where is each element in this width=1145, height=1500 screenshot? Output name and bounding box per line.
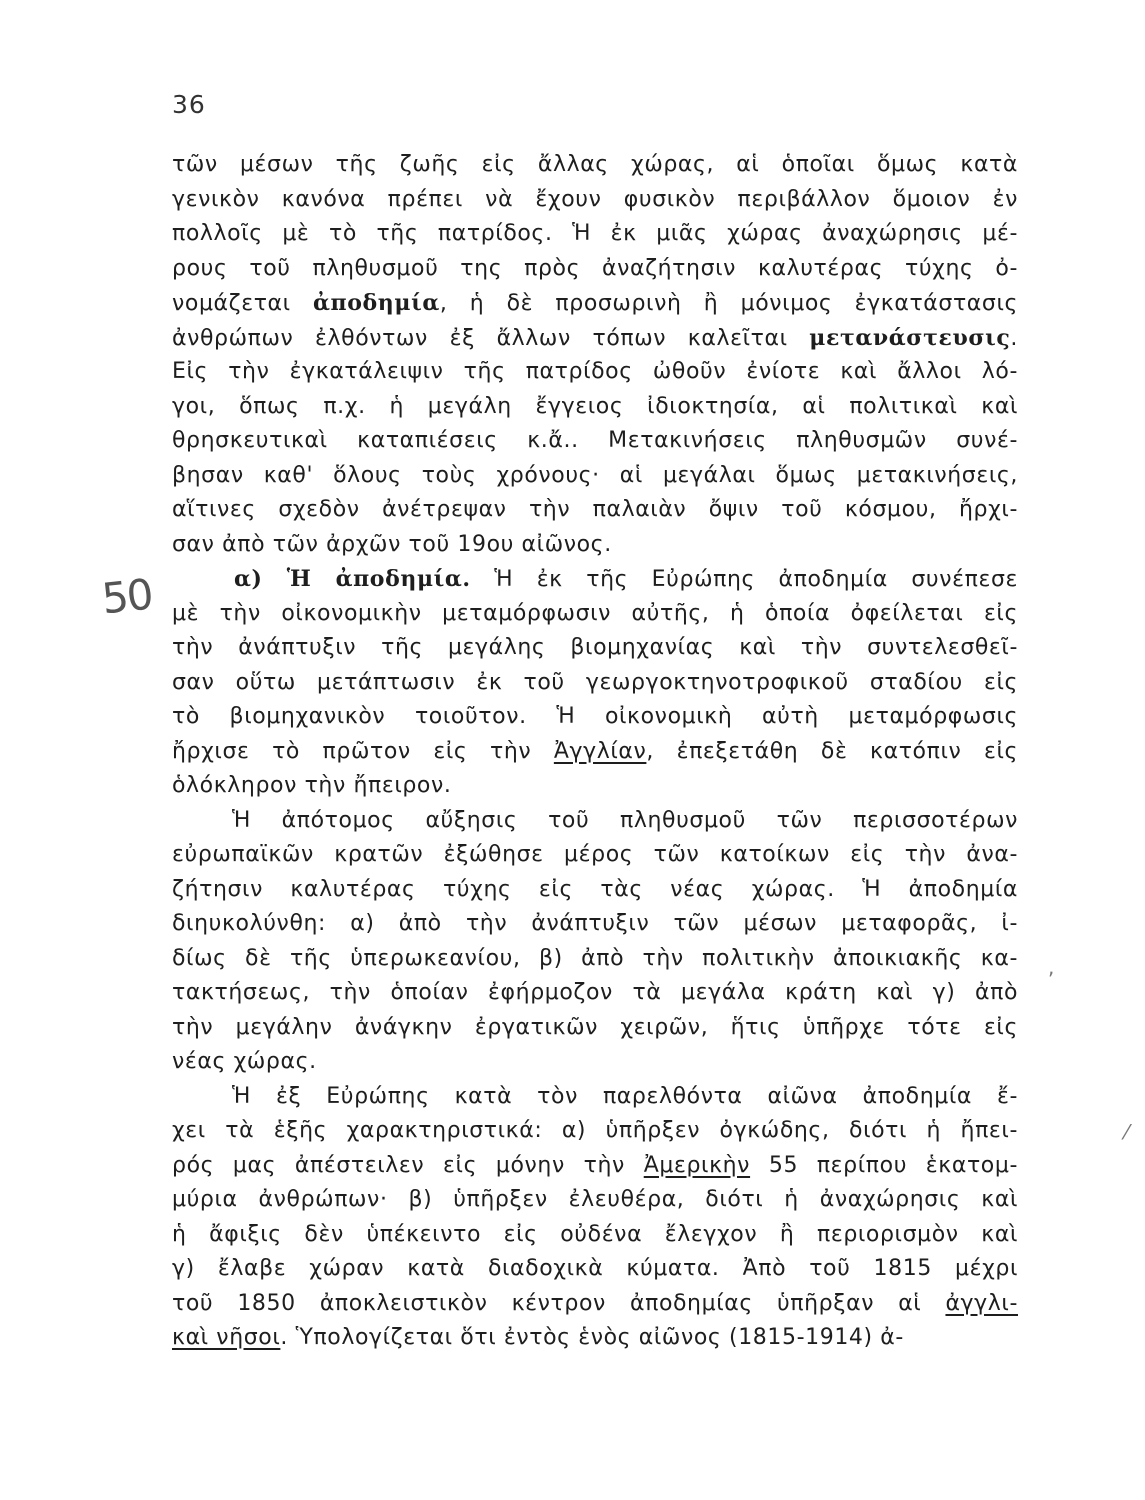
text-run: τοῦ 1850 ἀποκλειστικὸν κέντρον ἀποδημίας ὑπῆρξαν αἱ [172,1290,946,1316]
text-line: βησαν καθ' ὅλους τοὺς χρόνους· αἱ μεγάλαι ὅμως μετακινήσεις, [172,462,1018,488]
text-line: γ) ἔλαβε χώραν κατὰ διαδοχικὰ κύματα. Ἀπὸ τοῦ 1815 μέχρι [172,1256,1018,1281]
text-run: . Ὑπολογίζεται ὅτι ἐντὸς ἑνὸς αἰῶνος (1815-1914) ἀ- [280,1325,904,1350]
text-line: τακτήσεως, τὴν ὁποίαν ἐφήρμοζον τὰ μεγάλα κράτη καὶ γ) ἀπὸ [172,980,1018,1005]
page-number: 36 [172,90,206,119]
text-run: , ἡ δὲ προσωρινὴ ἢ μόνιμος ἐγκατάστασις [439,291,1018,316]
text-line: ὁλόκληρον τὴν ἤπειρον. [172,773,452,798]
text-line: ρους τοῦ πληθυσμοῦ της πρὸς ἀναζήτησιν καλυτέρας τύχης ὀ- [172,255,1018,281]
text-line: τῶν μέσων τῆς ζωῆς εἰς ἄλλας χώρας, αἱ ὁποῖαι ὅμως κατὰ [172,152,1018,177]
text-line: δίως δὲ τῆς ὑπερωκεανίου, β) ἀπὸ τὴν πολιτικὴν ἀποικιακῆς κα- [172,945,1018,971]
text-run: ἀνθρώπων ἐλθόντων ἐξ ἄλλων τόπων καλεῖται [172,325,810,351]
text-line [172,321,1018,356]
bold-term: μετανάστευσις [809,324,1011,351]
text-line: θρησκευτικαὶ καταπιέσεις κ.ἄ.. Μετακινήσεις πληθυσμῶν συνέ- [172,428,1018,453]
text-line: νέας χώρας. [172,1049,317,1074]
text-line: τὸ βιομηχανικὸν τοιοῦτον. Ἡ οἰκονομικὴ αὐτὴ μεταμόρφωσις [172,704,1018,729]
paragraph-1 [172,148,1018,562]
section-heading-label: α) Ἡ ἀποδημία. [234,566,471,592]
text-line: Εἰς τὴν ἐγκατάλειψιν τῆς πατρίδος ὠθοῦν ἐνίοτε καὶ ἄλλοι λό- [172,359,1018,384]
text-line: χει τὰ ἑξῆς χαρακτηριστικά: α) ὑπῆρξεν ὀγκώδης, διότι ἡ ἤπει- [172,1118,1018,1143]
bold-term: ἀποδημία [313,290,440,316]
section-heading [172,562,1018,597]
text-line: πολλοῖς μὲ τὸ τῆς πατρίδος. Ἡ ἐκ μιᾶς χώρας ἀναχώρησις μέ- [172,221,1018,246]
text-line: γοι, ὅπως π.χ. ἡ μεγάλη ἔγγειος ἰδιοκτησία, αἱ πολιτικαὶ καὶ [172,393,1018,419]
text-line: Ἡ ἐξ Εὐρώπης κατὰ τὸν παρελθόντα αἰῶνα ἀποδημία ἔ- [232,1083,1018,1109]
body-text [172,148,1018,1356]
text-line: ἡ ἄφιξις δὲν ὑπέκειντο εἰς οὐδένα ἔλεγχον ἢ περιορισμὸν καὶ [172,1221,1018,1247]
text-line: αἵτινες σχεδὸν ἀνέτρεψαν τὴν παλαιὰν ὄψιν τοῦ κόσμου, ἤρχι- [172,497,1018,522]
text-line: τὴν ἀνάπτυξιν τῆς μεγάλης βιομηχανίας καὶ τὴν συντελεσθεῖ- [172,635,1018,660]
text-line [172,1149,1018,1184]
text-line: ζήτησιν καλυτέρας τύχης εἰς τὰς νέας χώρας. Ἡ ἀποδημία [172,876,1018,902]
text-run: , ἐπεξετάθη δὲ κατόπιν εἰς [646,738,1019,764]
section-heading-text: Ἡ ἐκ τῆς Εὐρώπης ἀποδημία συνέπεσε [470,567,1019,592]
margin-tick-mark: , [1048,955,1055,979]
text-line: γενικὸν κανόνα πρέπει νὰ ἔχουν φυσικὸν περιβάλλον ὅμοιον ἐν [172,186,1018,212]
text-run: ρός μας ἀπέστειλεν εἰς μόνην τὴν [172,1152,644,1178]
text-line: σαν οὕτω μετάπτωσιν ἐκ τοῦ γεωργοκτηνοτροφικοῦ σταδίου εἰς [172,669,1018,695]
handwritten-margin-note: 50 [99,569,154,624]
text-line: Ἡ ἀπότομος αὔξησις τοῦ πληθυσμοῦ τῶν περισσοτέρων [232,807,1018,833]
text-line [172,1321,1018,1356]
text-line [172,735,1018,770]
text-line: τὴν μεγάλην ἀνάγκην ἐργατικῶν χειρῶν, ἥτις ὑπῆρχε τότε εἰς [172,1014,1018,1040]
text-run: 55 περίπου ἑκατομ- [750,1152,1018,1178]
paragraph-3 [172,804,1018,1080]
underlined-term: Ἀμερικὴν [643,1152,751,1178]
text-line: σαν ἀπὸ τῶν ἀρχῶν τοῦ 19ου αἰῶνος. [172,531,612,557]
underlined-term: καὶ νῆσοι [172,1325,281,1350]
underlined-term: ἀγγλι- [945,1290,1018,1316]
text-line: εὐρωπαϊκῶν κρατῶν ἐξώθησε μέρος τῶν κατοίκων εἰς τὴν ἀνα- [172,842,1018,867]
underlined-term: Ἀγγλίαν [553,738,647,764]
text-line [172,286,1018,321]
paragraph-4 [172,1080,1018,1356]
text-line [172,1287,1018,1322]
text-line: διηυκολύνθη: α) ἀπὸ τὴν ἀνάπτυξιν τῶν μέσων μεταφορᾶς, ἰ- [172,911,1018,936]
paragraph-2 [172,597,1018,804]
text-run: ἤρχισε τὸ πρῶτον εἰς τὴν [172,738,554,764]
text-run: νομάζεται [172,291,313,316]
text-run: . [1010,325,1018,351]
text-line: μύρια ἀνθρώπων· β) ὑπῆρξεν ἐλευθέρα, διότι ἡ ἀναχώρησις καὶ [172,1187,1018,1212]
text-line: μὲ τὴν οἰκονομικὴν μεταμόρφωσιν αὐτῆς, ἡ ὁποία ὀφείλεται εἰς [172,600,1018,626]
margin-tick-mark: ⁄ [1125,1120,1129,1144]
